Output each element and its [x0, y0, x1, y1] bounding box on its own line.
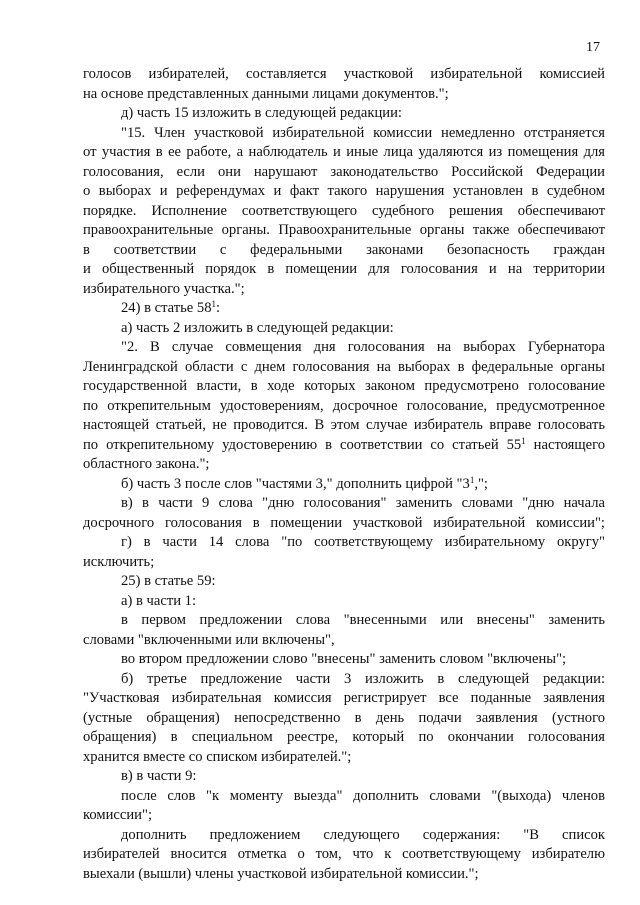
line-text: настоящей статьей, не проводится. В этом случае избиратель вправе голосовать	[83, 417, 605, 433]
text-line	[83, 202, 605, 222]
text-line	[83, 494, 605, 514]
line-text: а) часть 2 изложить в следующей редакции:	[121, 319, 394, 336]
line-text: в) в части 9:	[121, 768, 197, 784]
line-text: "2. В случае совмещения дня голосования на выборах Губернатора	[121, 339, 605, 355]
text-line	[83, 163, 605, 183]
superscript: 1	[521, 435, 526, 446]
line-text: и общественный порядок в помещении для голосования и на территории	[83, 261, 605, 277]
text-line	[83, 806, 605, 826]
text-line	[83, 514, 605, 534]
text-line	[83, 650, 605, 670]
line-text: по открепительному удостоверению в соответствии со статьей 55	[83, 436, 522, 453]
line-text: после слов "к моменту выезда" дополнить словами "(выхода) членов	[121, 787, 605, 804]
text-line	[83, 533, 605, 553]
text-line	[83, 124, 605, 144]
line-text-tail: :	[216, 300, 221, 316]
text-line	[83, 338, 605, 358]
line-text: обращения) в специальном реестре, который по окончании голосования	[83, 729, 605, 745]
line-text: "15. Член участковой избирательной комиссии немедленно отстраняется	[121, 124, 605, 141]
text-line	[83, 670, 605, 690]
text-line	[83, 709, 605, 729]
text-line	[83, 143, 605, 163]
line-text: в первом предложении слова "внесенными или внесены" заменить	[121, 612, 605, 628]
text-line	[83, 358, 605, 378]
text-line	[83, 592, 605, 612]
text-line	[83, 455, 605, 475]
superscript: 1	[211, 299, 217, 309]
line-text: д) часть 15 изложить в следующей редакции:	[121, 105, 402, 121]
text-line	[83, 65, 605, 85]
line-text: избирательного участка.";	[83, 280, 245, 297]
text-line	[83, 260, 605, 280]
text-line	[83, 475, 605, 495]
line-text: б) третье предложение части 3 изложить в следующей редакции:	[121, 670, 605, 687]
line-text: голосования, если они нарушают законодательство Российской Федерации	[83, 163, 605, 180]
line-text: выехали (вышли) члены участковой избирательной комиссии.";	[83, 865, 479, 882]
line-text: во втором предложении слово "внесены" заменить словом "включены";	[121, 651, 567, 667]
text-line	[83, 377, 605, 397]
line-text: Ленинградской области с днем голосования на выборах в федеральные органы	[83, 358, 605, 375]
line-text: б) часть 3 после слов "частями 3," дополнить цифрой "3	[121, 475, 470, 492]
line-text: 25) в статье 59:	[121, 573, 216, 589]
text-line	[83, 104, 605, 124]
line-text-tail: настоящего	[525, 436, 605, 453]
line-text: словами "включенными или включены",	[83, 631, 335, 648]
text-line	[83, 845, 605, 865]
text-line	[83, 85, 605, 105]
line-text: комиссии";	[83, 807, 152, 823]
line-text: от участия в ее работе, а наблюдатель и иные лица удаляются из помещения для	[83, 144, 605, 160]
line-text: правоохранительные органы. Правоохранительные органы также обеспечивают	[83, 222, 605, 238]
text-line	[83, 319, 605, 339]
line-text: хранится вместе со списком избирателей.";	[83, 748, 352, 765]
line-text: в соответствии с федеральными законами безопасность граждан	[83, 241, 605, 258]
text-line	[83, 182, 605, 202]
superscript: 1	[469, 474, 475, 485]
text-line	[83, 241, 605, 261]
text-line	[83, 553, 605, 573]
line-text: а) в части 1:	[121, 592, 197, 609]
text-line	[83, 221, 605, 241]
text-line	[83, 826, 605, 846]
text-line	[83, 416, 605, 436]
text-line	[83, 865, 605, 885]
line-text: государственной власти, в ходе которых законом предусмотрено голосование	[83, 378, 605, 394]
line-text: "Участковая избирательная комиссия регистрирует все поданные заявления	[83, 690, 605, 706]
page-number: 17	[586, 40, 600, 55]
line-text: о выборах и референдумах и факт такого нарушения установлен в судебном	[83, 183, 605, 199]
text-line	[83, 748, 605, 768]
line-text: (устные обращения) непосредственно в день подачи заявления (устного	[83, 709, 605, 726]
text-line	[83, 299, 605, 319]
line-text: в) в части 9 слова "дню голосования" заменить словами "дню начала	[121, 495, 605, 511]
text-line	[83, 572, 605, 592]
text-line	[83, 767, 605, 787]
text-line	[83, 280, 605, 300]
line-text: порядке. Исполнение соответствующего судебного решения обеспечивают	[83, 202, 605, 219]
line-text: по открепительным удостоверениям, досрочное голосование, предусмотренное	[83, 397, 605, 414]
text-line	[83, 728, 605, 748]
document-body	[83, 65, 605, 884]
line-text: избирателей вносится отметка о том, что к соответствующему избирателю	[83, 846, 605, 862]
line-text: голосов избирателей, составляется участковой избирательной комиссией	[83, 66, 605, 82]
text-line	[83, 631, 605, 651]
line-text: 24) в статье 58	[121, 300, 212, 316]
text-line	[83, 689, 605, 709]
text-line	[83, 787, 605, 807]
line-text-tail: ,";	[474, 475, 488, 492]
line-text: исключить;	[83, 553, 155, 570]
line-text: на основе представленных данными лицами документов.";	[83, 85, 449, 102]
line-text: досрочного голосования в помещении участковой избирательной комиссии";	[83, 514, 605, 531]
line-text: дополнить предложением следующего содержания: "В список	[121, 826, 605, 843]
line-text: областного закона.";	[83, 456, 210, 472]
text-line	[83, 611, 605, 631]
text-line	[83, 397, 605, 417]
line-text: г) в части 14 слова "по соответствующему избирательному округу"	[121, 534, 605, 550]
text-line	[83, 436, 605, 456]
